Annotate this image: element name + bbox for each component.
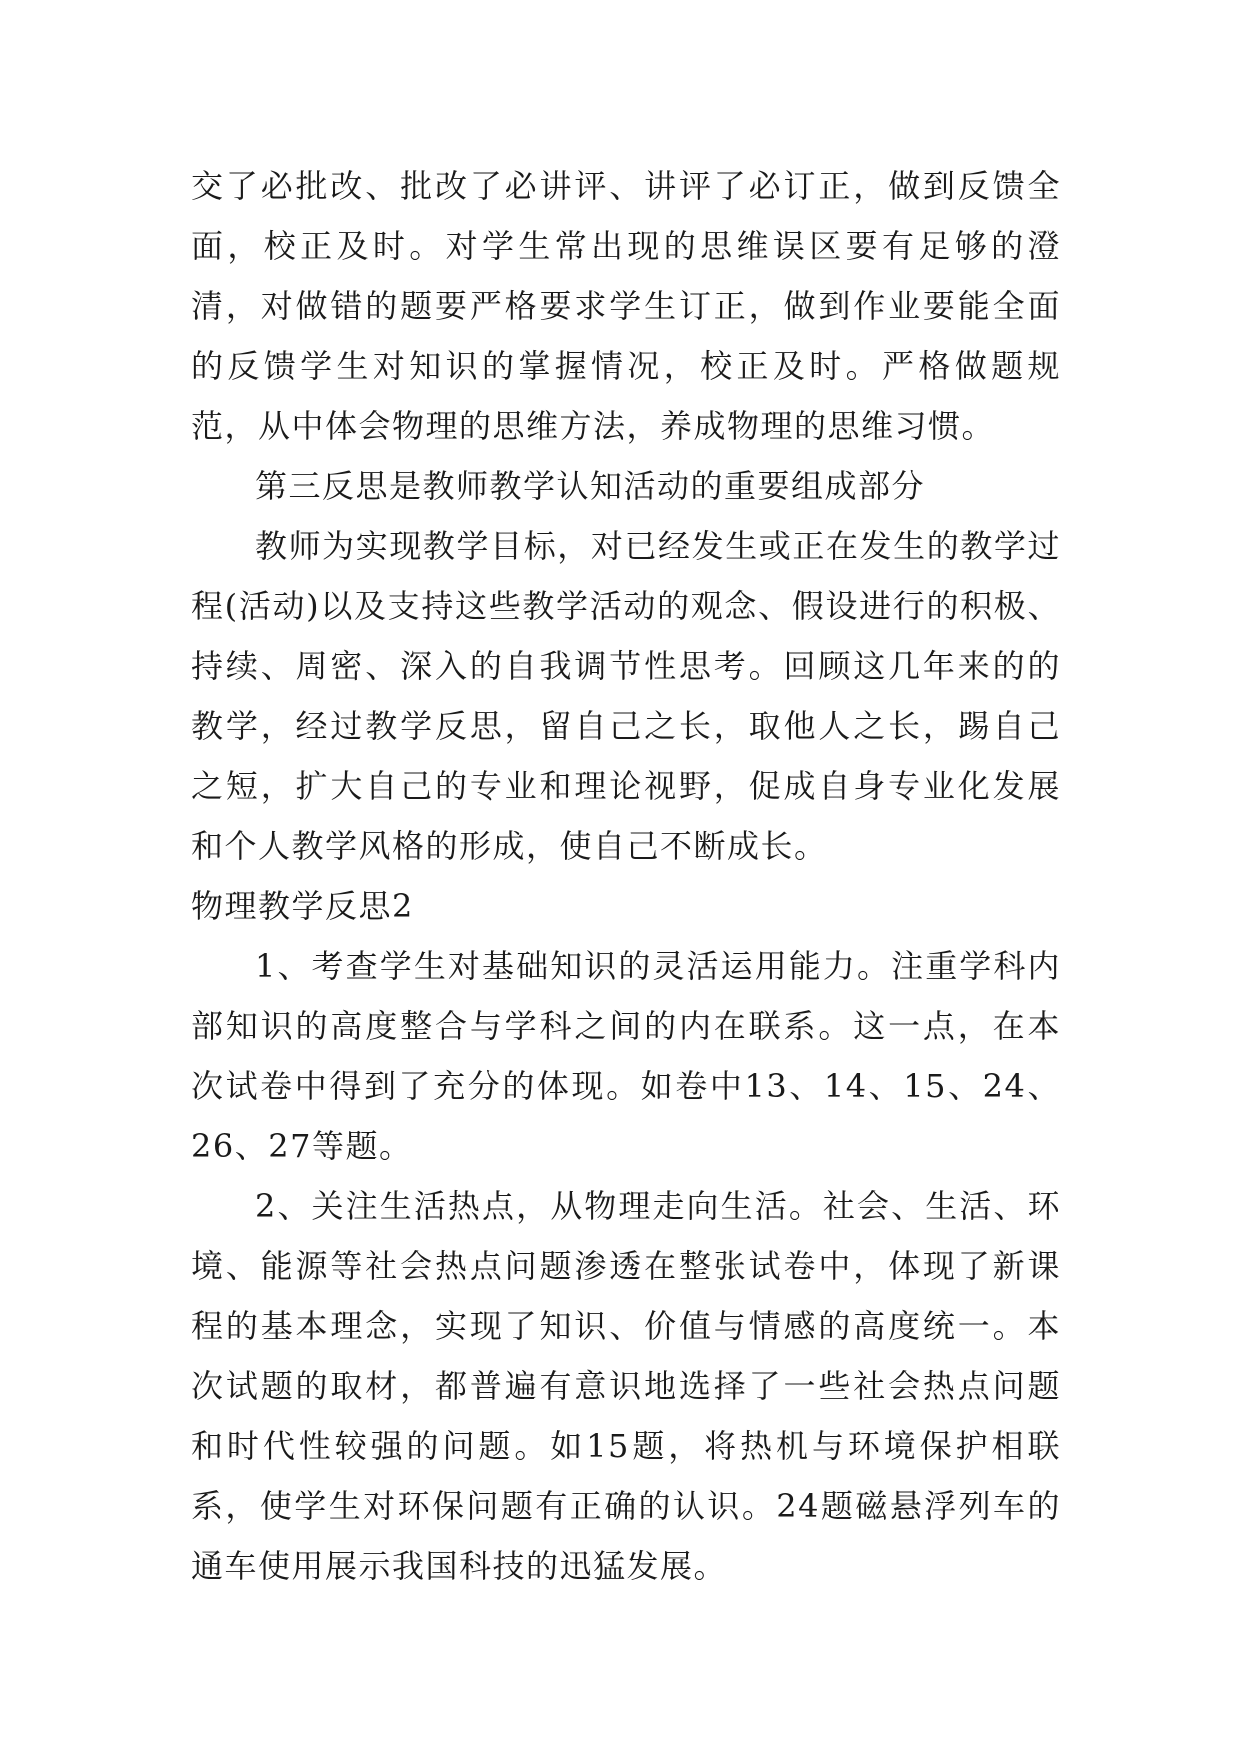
paragraph: 2、关注生活热点，从物理走向生活。社会、生活、环境、能源等社会热点问题渗透在整张试卷中，体现了新课程的基本理念，实现了知识、价值与情感的高度统一。本次试题的取材，都普遍有意识地选择了一些社会热点问题和时代性较强的问题。如15题，将热机与环境保护相联系，使学生对环保问题有正确的认识。24题磁悬浮列车的通车使用展示我国科技的迅猛发展。 bbox=[191, 1187, 1061, 1585]
section-heading: 第三反思是教师教学认知活动的重要组成部分 bbox=[255, 467, 926, 505]
paragraph: 1、考查学生对基础知识的灵活运用能力。注重学科内部知识的高度整合与学科之间的内在联系。这一点，在本次试卷中得到了充分的体现。如卷中13、14、15、24、26、27等题。 bbox=[191, 947, 1061, 1165]
paragraph: 教师为实现教学目标，对已经发生或正在发生的教学过程(活动)以及支持这些教学活动的观念、假设进行的积极、持续、周密、深入的自我调节性思考。回顾这几年来的的教学，经过教学反思，留自己之长，取他人之长，踢自己之短，扩大自己的专业和理论视野，促成自身专业化发展和个人教学风格的形成，使自己不断成长。 bbox=[191, 527, 1061, 865]
paragraph: 交了必批改、批改了必讲评、讲评了必订正，做到反馈全面，校正及时。对学生常出现的思维误区要有足够的澄清，对做错的题要严格要求学生订正，做到作业要能全面的反馈学生对知识的掌握情况，校正及时。严格做题规范，从中体会物理的思维方法，养成物理的思维习惯。 bbox=[191, 167, 1061, 445]
document-page bbox=[191, 156, 1061, 1596]
document-heading: 物理教学反思2 bbox=[191, 887, 414, 925]
